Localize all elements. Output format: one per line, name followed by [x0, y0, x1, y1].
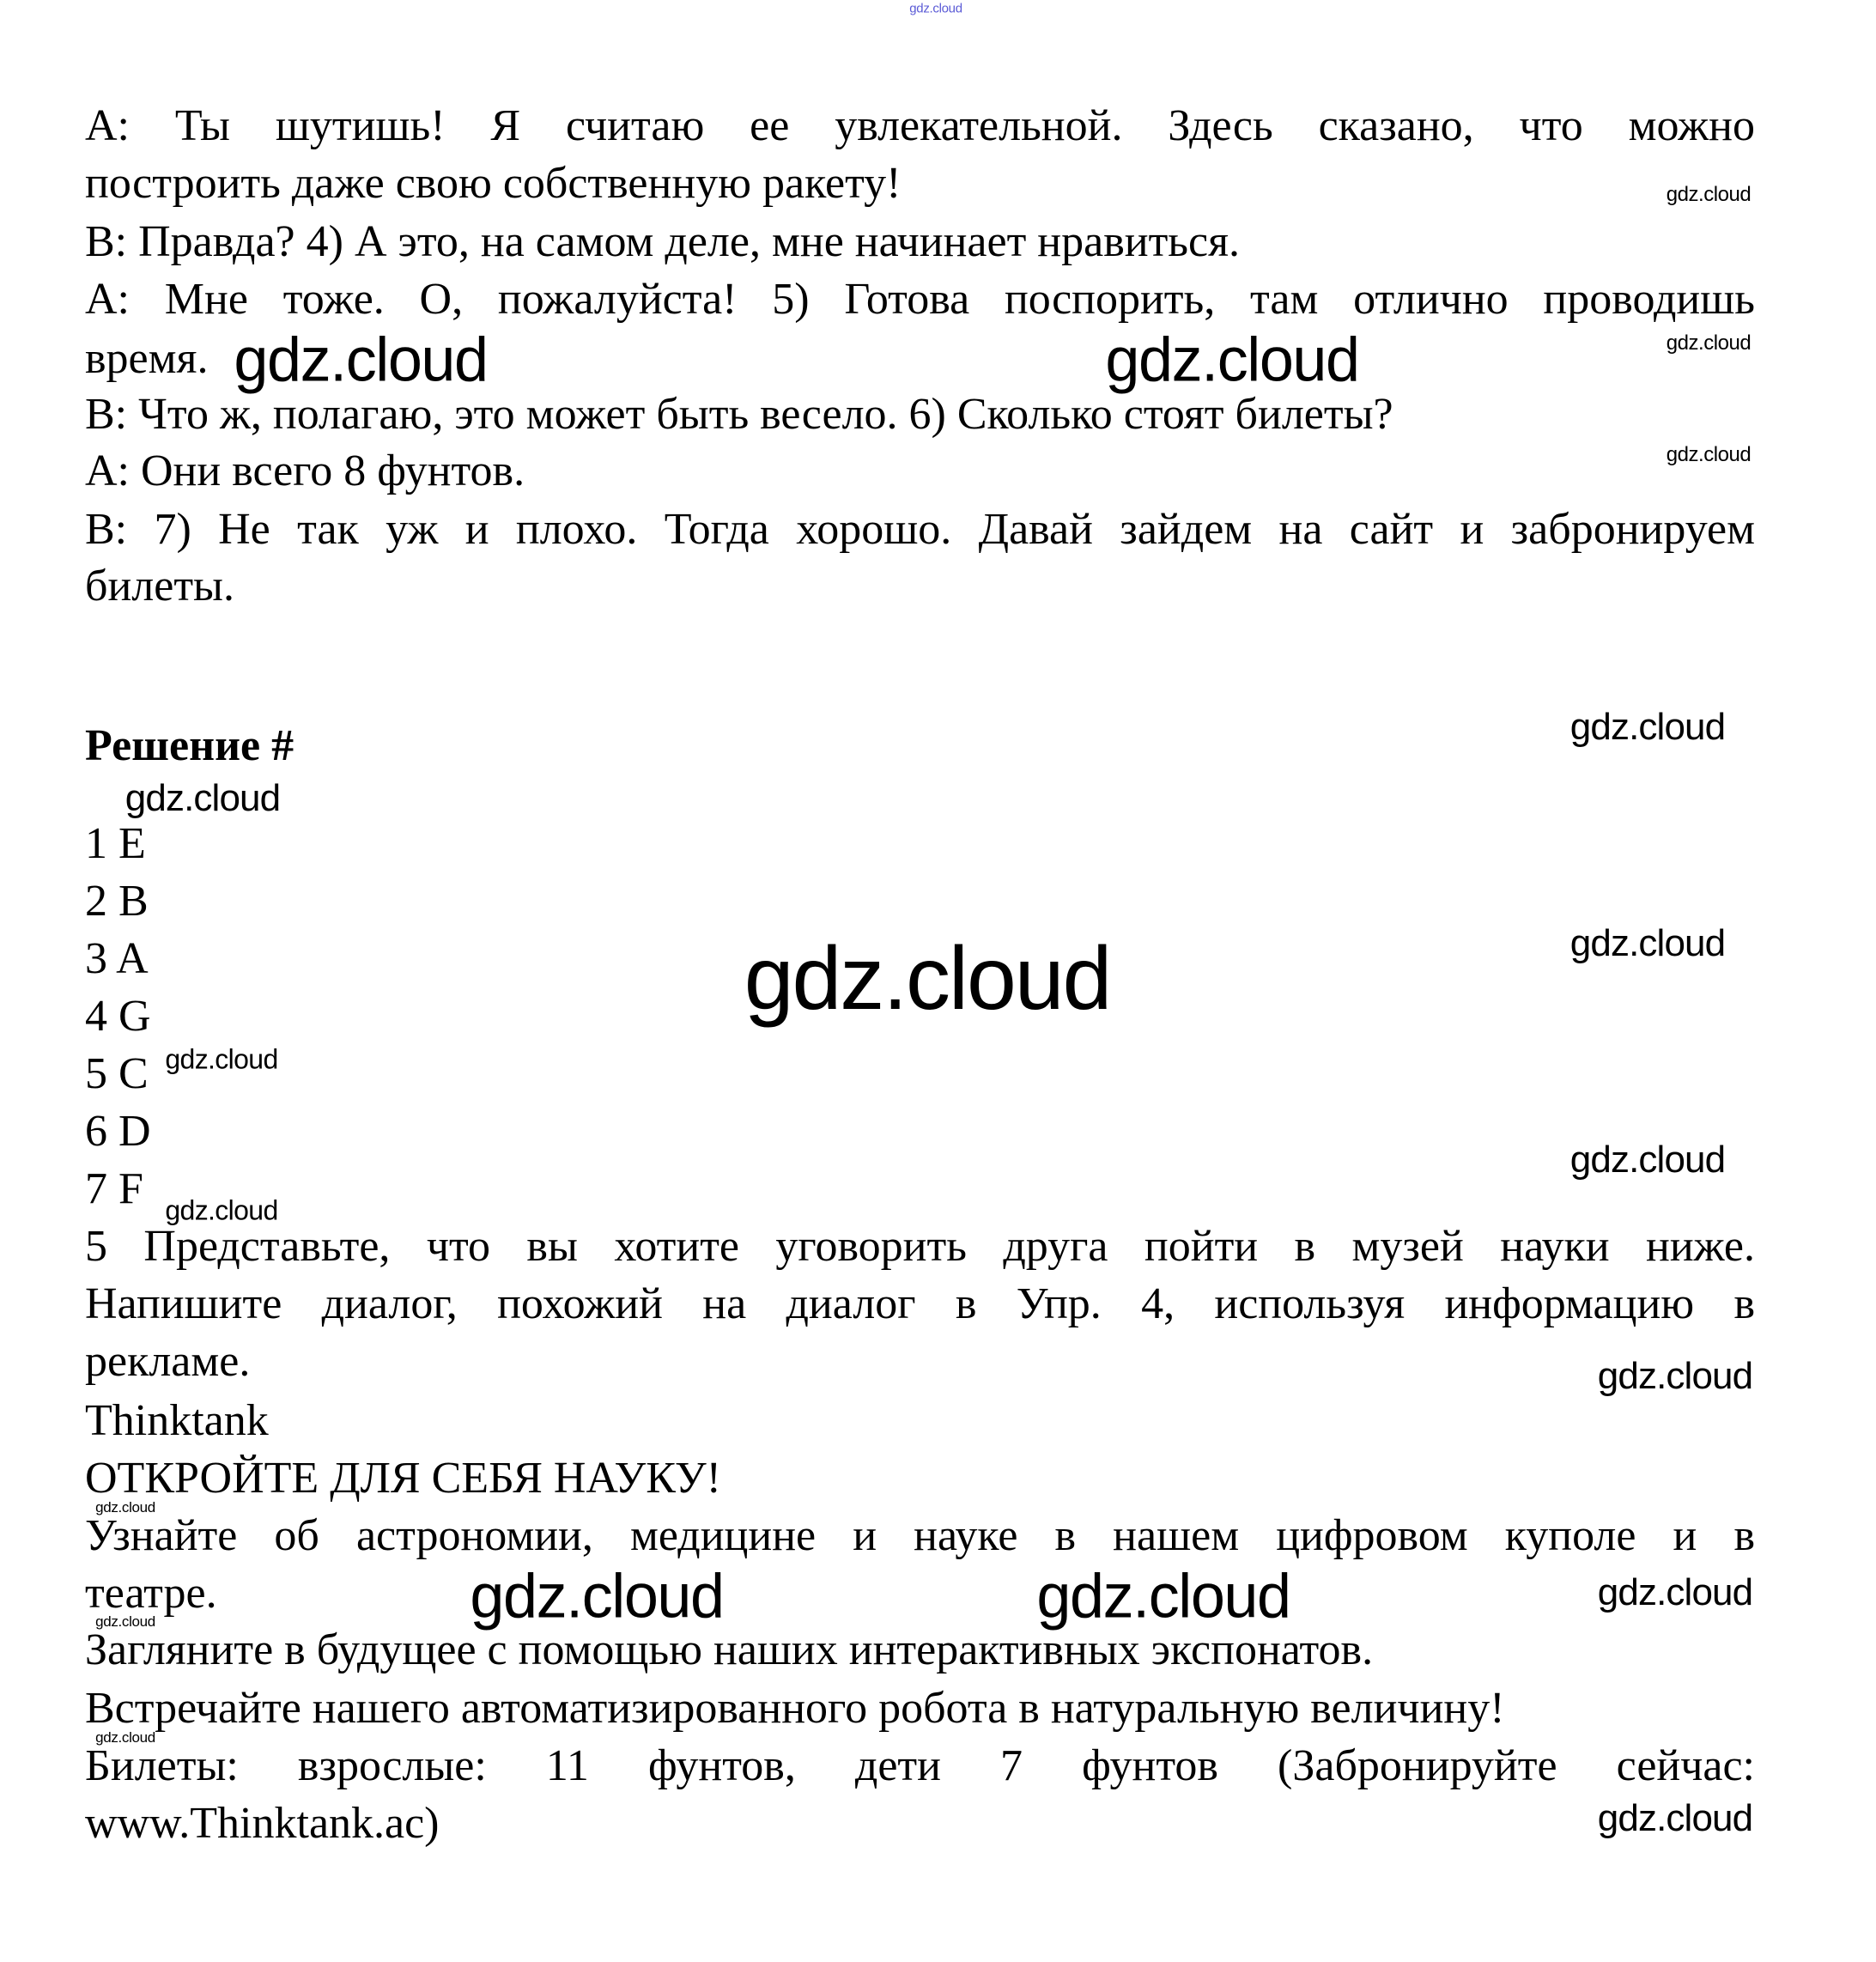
- watermark: gdz.cloud: [1666, 443, 1752, 466]
- watermark: gdz.cloud: [1597, 1797, 1753, 1839]
- watermark: gdz.cloud: [1597, 1571, 1753, 1613]
- answer-item: 4 G: [85, 992, 151, 1041]
- task-line: рекламе.: [85, 1337, 251, 1386]
- solution-heading: Решение #: [85, 721, 294, 770]
- watermark: gdz.cloud: [744, 929, 1111, 1029]
- watermark: gdz.cloud: [95, 1728, 155, 1746]
- dialogue-line: A: Ты шутишь! Я считаю ее увлекательной. Здесь сказано, что можно: [85, 101, 1755, 150]
- watermark: gdz.cloud: [95, 1613, 155, 1630]
- dialogue-line: билеты.: [85, 562, 234, 610]
- dialogue-line: A: Мне тоже. О, пожалуйста! 5) Готова поспорить, там отлично проводишь: [85, 275, 1755, 324]
- ad-line: Загляните в будущее с помощью наших интерактивных экспонатов.: [85, 1625, 1374, 1674]
- watermark: gdz.cloud: [1597, 1355, 1753, 1397]
- answer-item: 6 D: [85, 1107, 151, 1156]
- watermark: gdz.cloud: [95, 1498, 155, 1516]
- dialogue-line: B: Что ж, полагаю, это может быть весело. 6) Сколько стоят билеты?: [85, 390, 1393, 439]
- watermark: gdz.cloud: [1105, 325, 1359, 395]
- watermark: gdz.cloud: [1569, 922, 1726, 964]
- ad-title: Thinktank: [85, 1396, 269, 1445]
- answer-item: 7 F: [85, 1164, 143, 1213]
- answer-item: 2 B: [85, 877, 149, 926]
- ad-line: театре.: [85, 1569, 217, 1618]
- watermark: gdz.cloud: [470, 1562, 724, 1631]
- answer-item: 5 C: [85, 1049, 149, 1098]
- watermark: gdz.cloud: [1569, 706, 1726, 748]
- watermark: gdz.cloud: [1036, 1562, 1290, 1631]
- ad-line: Узнайте об астрономии, медицине и науке в нашем цифровом куполе и в: [85, 1511, 1755, 1560]
- dialogue-line: A: Они всего 8 фунтов.: [85, 446, 525, 495]
- answer-item: 3 A: [85, 934, 149, 983]
- ad-line: Встречайте нашего автоматизированного робота в натуральную величину!: [85, 1684, 1505, 1733]
- watermark: gdz.cloud: [909, 1, 962, 16]
- task-line: 5 Представьте, что вы хотите уговорить друга пойти в музей науки ниже.: [85, 1222, 1755, 1271]
- watermark: gdz.cloud: [1666, 183, 1752, 206]
- dialogue-line: время.: [85, 334, 209, 383]
- dialogue-line: B: Правда? 4) А это, на самом деле, мне начинает нравиться.: [85, 217, 1241, 266]
- ad-website: www.Thinktank.ac): [85, 1799, 440, 1848]
- answer-item: 1 E: [85, 819, 146, 868]
- dialogue-line: B: 7) Не так уж и плохо. Тогда хорошо. Давай зайдем на сайт и забронируем: [85, 505, 1755, 554]
- watermark: gdz.cloud: [165, 1043, 278, 1075]
- dialogue-line: построить даже свою собственную ракету!: [85, 159, 902, 208]
- watermark: gdz.cloud: [1666, 331, 1752, 355]
- watermark: gdz.cloud: [165, 1194, 278, 1226]
- watermark: gdz.cloud: [124, 777, 281, 819]
- ad-tickets: Билеты: взрослые: 11 фунтов, дети 7 фунтов (Забронируйте сейчас:: [85, 1741, 1755, 1790]
- task-line: Напишите диалог, похожий на диалог в Упр. 4, используя информацию в: [85, 1279, 1755, 1328]
- watermark: gdz.cloud: [1569, 1139, 1726, 1181]
- ad-slogan: ОТКРОЙТЕ ДЛЯ СЕБЯ НАУКУ!: [85, 1454, 721, 1503]
- watermark: gdz.cloud: [234, 325, 488, 395]
